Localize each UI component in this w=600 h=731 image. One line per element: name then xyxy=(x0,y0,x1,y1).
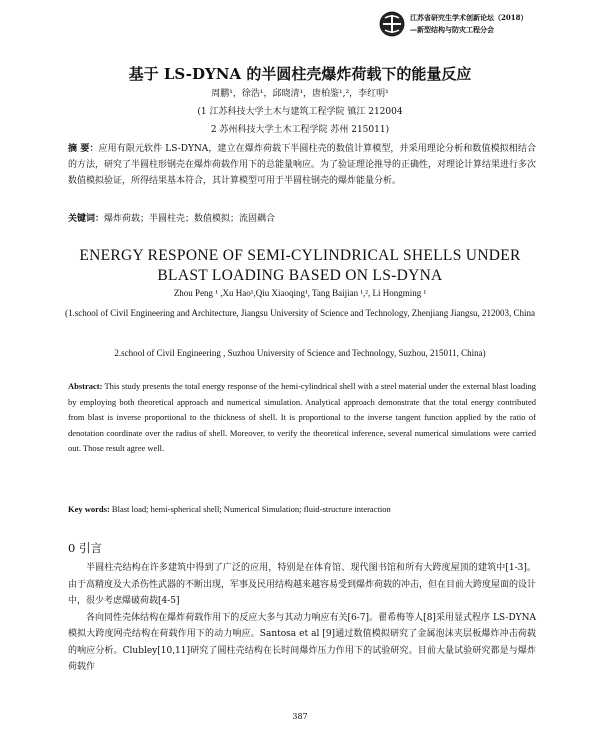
introduction-body xyxy=(68,560,536,676)
english-abstract xyxy=(68,379,536,457)
header-line-2: —新型结构与防灾工程分会 xyxy=(410,25,494,34)
chinese-affiliation-1: (1 江苏科技大学土木与建筑工程学院 镇江 212004 xyxy=(197,107,403,117)
english-title-line-2: BLAST LOADING BASED ON LS-DYNA xyxy=(157,267,443,284)
english-abstract-label: Abstract: xyxy=(68,381,103,391)
page-number: 387 xyxy=(292,712,308,721)
english-keywords-text: Blast load; hemi-spherical shell; Numerical Simulation; fluid-structure interaction xyxy=(109,504,391,514)
english-title-line-1: ENERGY RESPONE OF SEMI-CYLINDRICAL SHELLS UNDER xyxy=(79,247,521,264)
chinese-abstract xyxy=(68,141,536,189)
english-affiliation-2: 2.school of Civil Engineering , Suzhou University of Science and Technology, Suzhou, 215011, China) xyxy=(114,348,486,358)
chinese-keywords xyxy=(68,211,536,224)
chinese-authors: 周鹏¹，徐浩¹，邱晓清¹，唐柏鉴¹,²，李红明¹ xyxy=(211,89,389,99)
english-keywords xyxy=(68,504,536,514)
conference-header xyxy=(378,10,578,40)
english-authors: Zhou Peng ¹ ,Xu Hao¹,Qiu Xiaoqing¹, Tang Baijian ¹,², Li Hongming ¹ xyxy=(173,288,427,298)
english-affiliation-1: (1.school of Civil Engineering and Architecture, Jiangsu University of Science and Technology, Zhenjiang Jiangsu, 212003, China xyxy=(64,308,536,318)
chinese-abstract-text: 应用有限元软件 LS-DYNA，建立在爆炸荷载下半圆柱壳的数值计算模型，并采用理论分析和数值模拟相结合的方法，研究了半圆柱形钢壳在爆炸荷载作用下的总能量响应。为了验证理论推导的正确性，对理论计算结果进行多次数值模拟验证，所得结果基本符合，其计算模型可用于半圆柱钢壳的爆炸能量分析。 xyxy=(68,144,537,186)
english-title xyxy=(0,246,600,286)
introduction-paragraph-2: 各向同性壳体结构在爆炸荷载作用下的反应大多与其动力响应有关[6-7]。翟希梅等人[8]采用显式程序 LS-DYNA 模拟大跨度网壳结构在荷载作用下的动力响应。Santosa et al [9]通过数值模拟研究了金属泡沫夹层板爆炸冲击荷载的响应分析。Clubley[10,11]研究了圆柱壳结构在长时间爆炸压力作用下的试验研究。目前大量试验研究都是与爆炸荷载作 xyxy=(68,612,536,672)
english-keywords-label: Key words: xyxy=(68,504,110,514)
chinese-keywords-label: 关键词： xyxy=(68,214,105,224)
english-abstract-text: This study presents the total energy response of the hemi-cylindrical shell with a steel material under the external blast loading by employing both theoretical approach and numerical simulation. Analytical approach demonstrate that the total energy contributed from blast is inverse proportional to the thickness of shell. It is proportional to the inverse tangent function applied by the ratio of denotation coordinate over the radius of shell. Moreover, to verify the theoretical inference, several numerical simulations were carried out. Those result agree well. xyxy=(68,381,536,453)
chinese-abstract-label: 摘 要： xyxy=(68,144,99,154)
chinese-keywords-text: 爆炸荷载；半圆柱壳；数值模拟；流固耦合 xyxy=(104,214,276,224)
section-heading: 0 引言 xyxy=(68,541,102,555)
chinese-affiliation-2: 2 苏州科技大学土木工程学院 苏州 215011) xyxy=(210,125,390,135)
header-line-1: 江苏省研究生学术创新论坛（2018） xyxy=(410,13,528,22)
introduction-paragraph-1: 半圆柱壳结构在许多建筑中得到了广泛的应用，特别是在体育馆、现代图书馆和所有大跨度屋顶的建筑中[1-3]。由于高精度及大杀伤性武器的不断出现，军事及民用结构越来越容易受到爆炸荷载的冲击，但在目前大跨度屋面的设计中，很少考虑爆破荷载[4-5] xyxy=(68,563,537,606)
chinese-title: 基于 LS-DYNA 的半圆柱壳爆炸荷载下的能量反应 xyxy=(128,65,472,83)
conference-logo-icon xyxy=(378,10,406,38)
